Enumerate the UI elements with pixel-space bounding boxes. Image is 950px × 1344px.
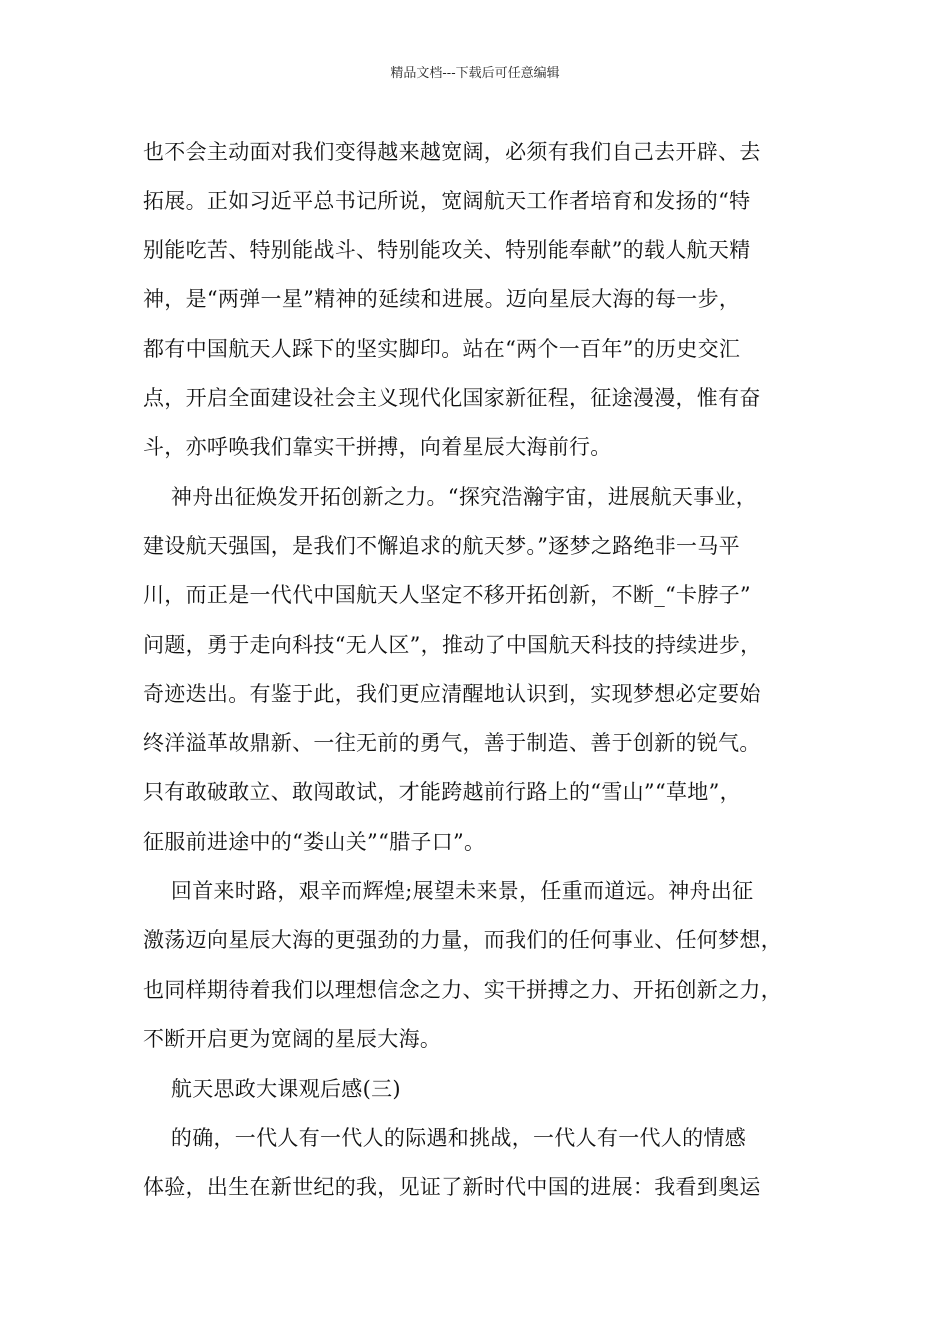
- text-line: 终洋溢革故鼎新、一往无前的勇气，善于制造、善于创新的锐气。: [143, 731, 761, 755]
- text-line: 激荡迈向星辰大海的更强劲的力量，而我们的任何事业、任何梦想，: [143, 928, 782, 952]
- text-line: 征服前进途中的“娄山关”“腊子口”。: [143, 830, 486, 854]
- text-line: 川，而正是一代代中国航天人坚定不移开拓创新，不断_“卡脖子”: [143, 583, 751, 607]
- text-line: 问题，勇于走向科技“无人区”，推动了中国航天科技的持续进步，: [143, 633, 762, 657]
- text-line: 的确，一代人有一代人的际遇和挑战，一代人有一代人的情感: [143, 1126, 746, 1150]
- text-line: 别能吃苦、特别能战斗、特别能攻关、特别能奉献”的载人航天精: [143, 238, 751, 262]
- text-line: 神，是“两弹一星”精神的延续和进展。迈向星辰大海的每一步，: [143, 287, 741, 311]
- page-header: 精品文档---下载后可任意编辑: [390, 66, 560, 81]
- text-line: 也不会主动面对我们变得越来越宽阔，必须有我们自己去开辟、去: [143, 140, 761, 164]
- text-line: 建设航天强国，是我们不懈追求的航天梦。”逐梦之路绝非一马平: [143, 534, 740, 558]
- text-line: 不断开启更为宽阔的星辰大海。: [143, 1027, 442, 1051]
- text-line: 拓展。正如习近平总书记所说，宽阔航天工作者培育和发扬的“特: [143, 189, 751, 213]
- text-line: 体验，出生在新世纪的我，见证了新时代中国的进展：我看到奥运: [143, 1175, 761, 1199]
- text-line: 奇迹迭出。有鉴于此，我们更应清醒地认识到，实现梦想必定要始: [143, 682, 761, 706]
- text-line: 斗，亦呼唤我们靠实干拼搏，向着星辰大海前行。: [143, 435, 612, 459]
- section-heading: 航天思政大课观后感(三): [143, 1077, 401, 1101]
- text-line: 神舟出征焕发开拓创新之力。“探究浩瀚宇宙，进展航天事业，: [143, 485, 758, 509]
- text-line: 只有敢破敢立、敢闯敢试，才能跨越前行路上的“雪山”“草地”，: [143, 780, 741, 804]
- text-line: 回首来时路，艰辛而辉煌;展望未来景，任重而道远。神舟出征: [143, 879, 754, 903]
- text-line: 都有中国航天人踩下的坚实脚印。站在“两个一百年”的历史交汇: [143, 337, 741, 361]
- text-line: 点，开启全面建设社会主义现代化国家新征程，征途漫漫，惟有奋: [143, 386, 761, 410]
- text-line: 也同样期待着我们以理想信念之力、实干拼搏之力、开拓创新之力，: [143, 978, 782, 1002]
